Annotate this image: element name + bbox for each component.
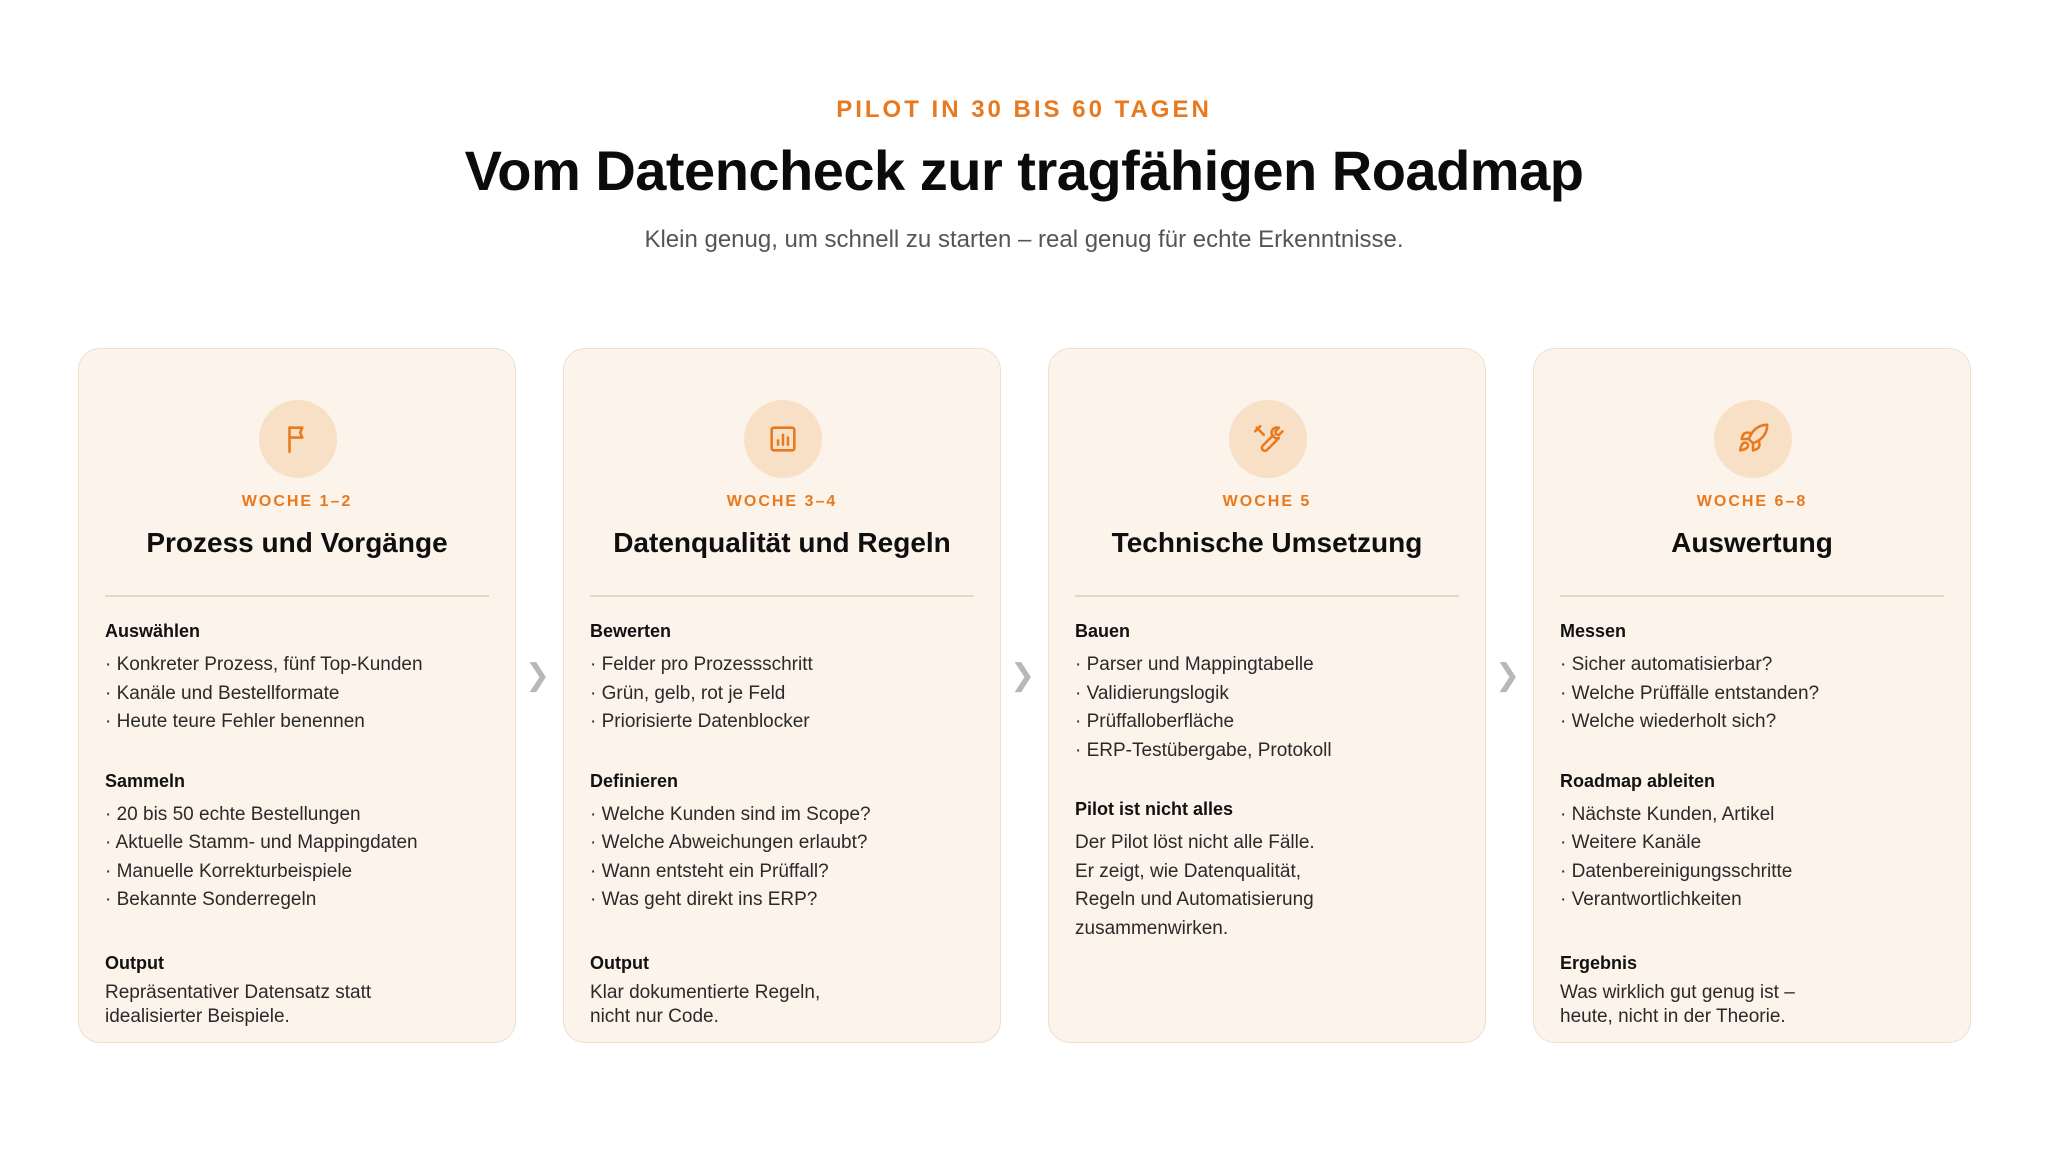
list-item: · Sicher automatisierbar? (1560, 654, 1773, 675)
output-text-line: Was wirklich gut genug ist – (1560, 982, 1795, 1003)
list-item: · Welche Abweichungen erlaubt? (590, 832, 868, 853)
phase-card-week-5 (1048, 348, 1486, 1043)
section-title: Bauen (1075, 621, 1131, 641)
page-subtitle: Klein genug, um schnell zu starten – real genug für echte Erkenntnisse. (644, 226, 1404, 253)
list-item: · Konkreter Prozess, fünf Top-Kunden (105, 654, 423, 675)
section-title: Messen (1560, 621, 1627, 641)
card-title: Prozess und Vorgänge (146, 527, 448, 558)
output-text-line: Repräsentativer Datensatz statt (105, 982, 372, 1003)
output-title: Output (105, 953, 164, 973)
list-item: · Heute teure Fehler benennen (105, 711, 365, 732)
paragraph-line: Er zeigt, wie Datenqualität, (1075, 860, 1302, 882)
section-title: Sammeln (105, 770, 186, 791)
list-item: · Weitere Kanäle (1560, 832, 1702, 853)
list-item: · Aktuelle Stamm- und Mappingdaten (105, 832, 418, 853)
divider (590, 595, 974, 597)
section-title: Pilot ist nicht alles (1075, 799, 1234, 819)
phase-card-week-1-2 (78, 348, 516, 1043)
chevron-right-icon: ❯ (525, 659, 551, 692)
output-title: Output (590, 953, 649, 973)
section-title: Auswählen (105, 621, 201, 641)
card-title: Auswertung (1671, 527, 1833, 558)
output-text-line: nicht nur Code. (590, 1006, 719, 1027)
list-item: · ERP-Testübergabe, Protokoll (1075, 739, 1332, 761)
list-item: · Felder pro Prozessschritt (590, 654, 813, 675)
chart-icon (744, 400, 822, 478)
page-title: Vom Datencheck zur tragfähigen Roadmap (464, 139, 1584, 202)
paragraph-line: Regeln und Automatisierung (1075, 889, 1314, 910)
card-title: Technische Umsetzung (1111, 527, 1423, 558)
paragraph-line: Der Pilot löst nicht alle Fälle. (1075, 832, 1315, 853)
output-text-line: Klar dokumentierte Regeln, (590, 982, 821, 1003)
week-label: WOCHE 3–4 (726, 493, 838, 510)
week-label: WOCHE 6–8 (1696, 493, 1808, 510)
card-title: Datenqualität und Regeln (613, 527, 951, 558)
output-block (1560, 951, 1948, 1029)
output-text-line: heute, nicht in der Theorie. (1560, 1006, 1786, 1027)
list-item: · Bekannte Sonderregeln (105, 889, 317, 910)
list-item: · Prüffalloberfläche (1075, 711, 1235, 732)
section-title: Bewerten (590, 621, 672, 641)
list-item: · Verantwortlichkeiten (1560, 889, 1742, 910)
paragraph-line: zusammenwirken. (1075, 917, 1229, 939)
output-text-line: idealisierter Beispiele. (105, 1006, 290, 1027)
list-item: · Priorisierte Datenblocker (590, 711, 810, 732)
wrench-icon (1229, 400, 1307, 478)
chevron-right-icon: ❯ (1010, 659, 1036, 692)
list-item: · Datenbereinigungsschritte (1560, 860, 1793, 882)
output-title: Ergebnis (1560, 953, 1638, 973)
section-title: Roadmap ableiten (1560, 770, 1716, 791)
eyebrow-label: PILOT IN 30 BIS 60 TAGEN (836, 96, 1212, 123)
week-label: WOCHE 1–2 (241, 493, 353, 510)
list-item: · Parser und Mappingtabelle (1075, 654, 1314, 675)
week-label: WOCHE 5 (1222, 493, 1312, 510)
list-item: · Was geht direkt ins ERP? (590, 889, 818, 910)
phase-card-week-3-4 (563, 348, 1001, 1043)
list-item: · 20 bis 50 echte Bestellungen (105, 803, 361, 825)
list-item: · Manuelle Korrekturbeispiele (105, 860, 353, 882)
divider (105, 595, 489, 597)
output-block (105, 951, 493, 1029)
section-title: Definieren (590, 770, 679, 791)
list-item: · Grün, gelb, rot je Feld (590, 682, 786, 704)
phase-card-week-6-8 (1533, 348, 1971, 1043)
list-item: · Welche wiederholt sich? (1560, 711, 1777, 732)
list-item: · Validierungslogik (1075, 682, 1229, 704)
list-item: · Welche Kunden sind im Scope? (590, 803, 871, 825)
chevron-right-icon: ❯ (1495, 659, 1521, 692)
rocket-icon (1714, 400, 1792, 478)
divider (1075, 595, 1459, 597)
output-block (590, 951, 978, 1029)
flag-icon (259, 400, 337, 478)
list-item: · Wann entsteht ein Prüffall? (590, 860, 829, 882)
list-item: · Welche Prüffälle entstanden? (1560, 682, 1820, 704)
divider (1560, 595, 1944, 597)
list-item: · Kanäle und Bestellformate (105, 682, 340, 704)
list-item: · Nächste Kunden, Artikel (1560, 803, 1775, 825)
